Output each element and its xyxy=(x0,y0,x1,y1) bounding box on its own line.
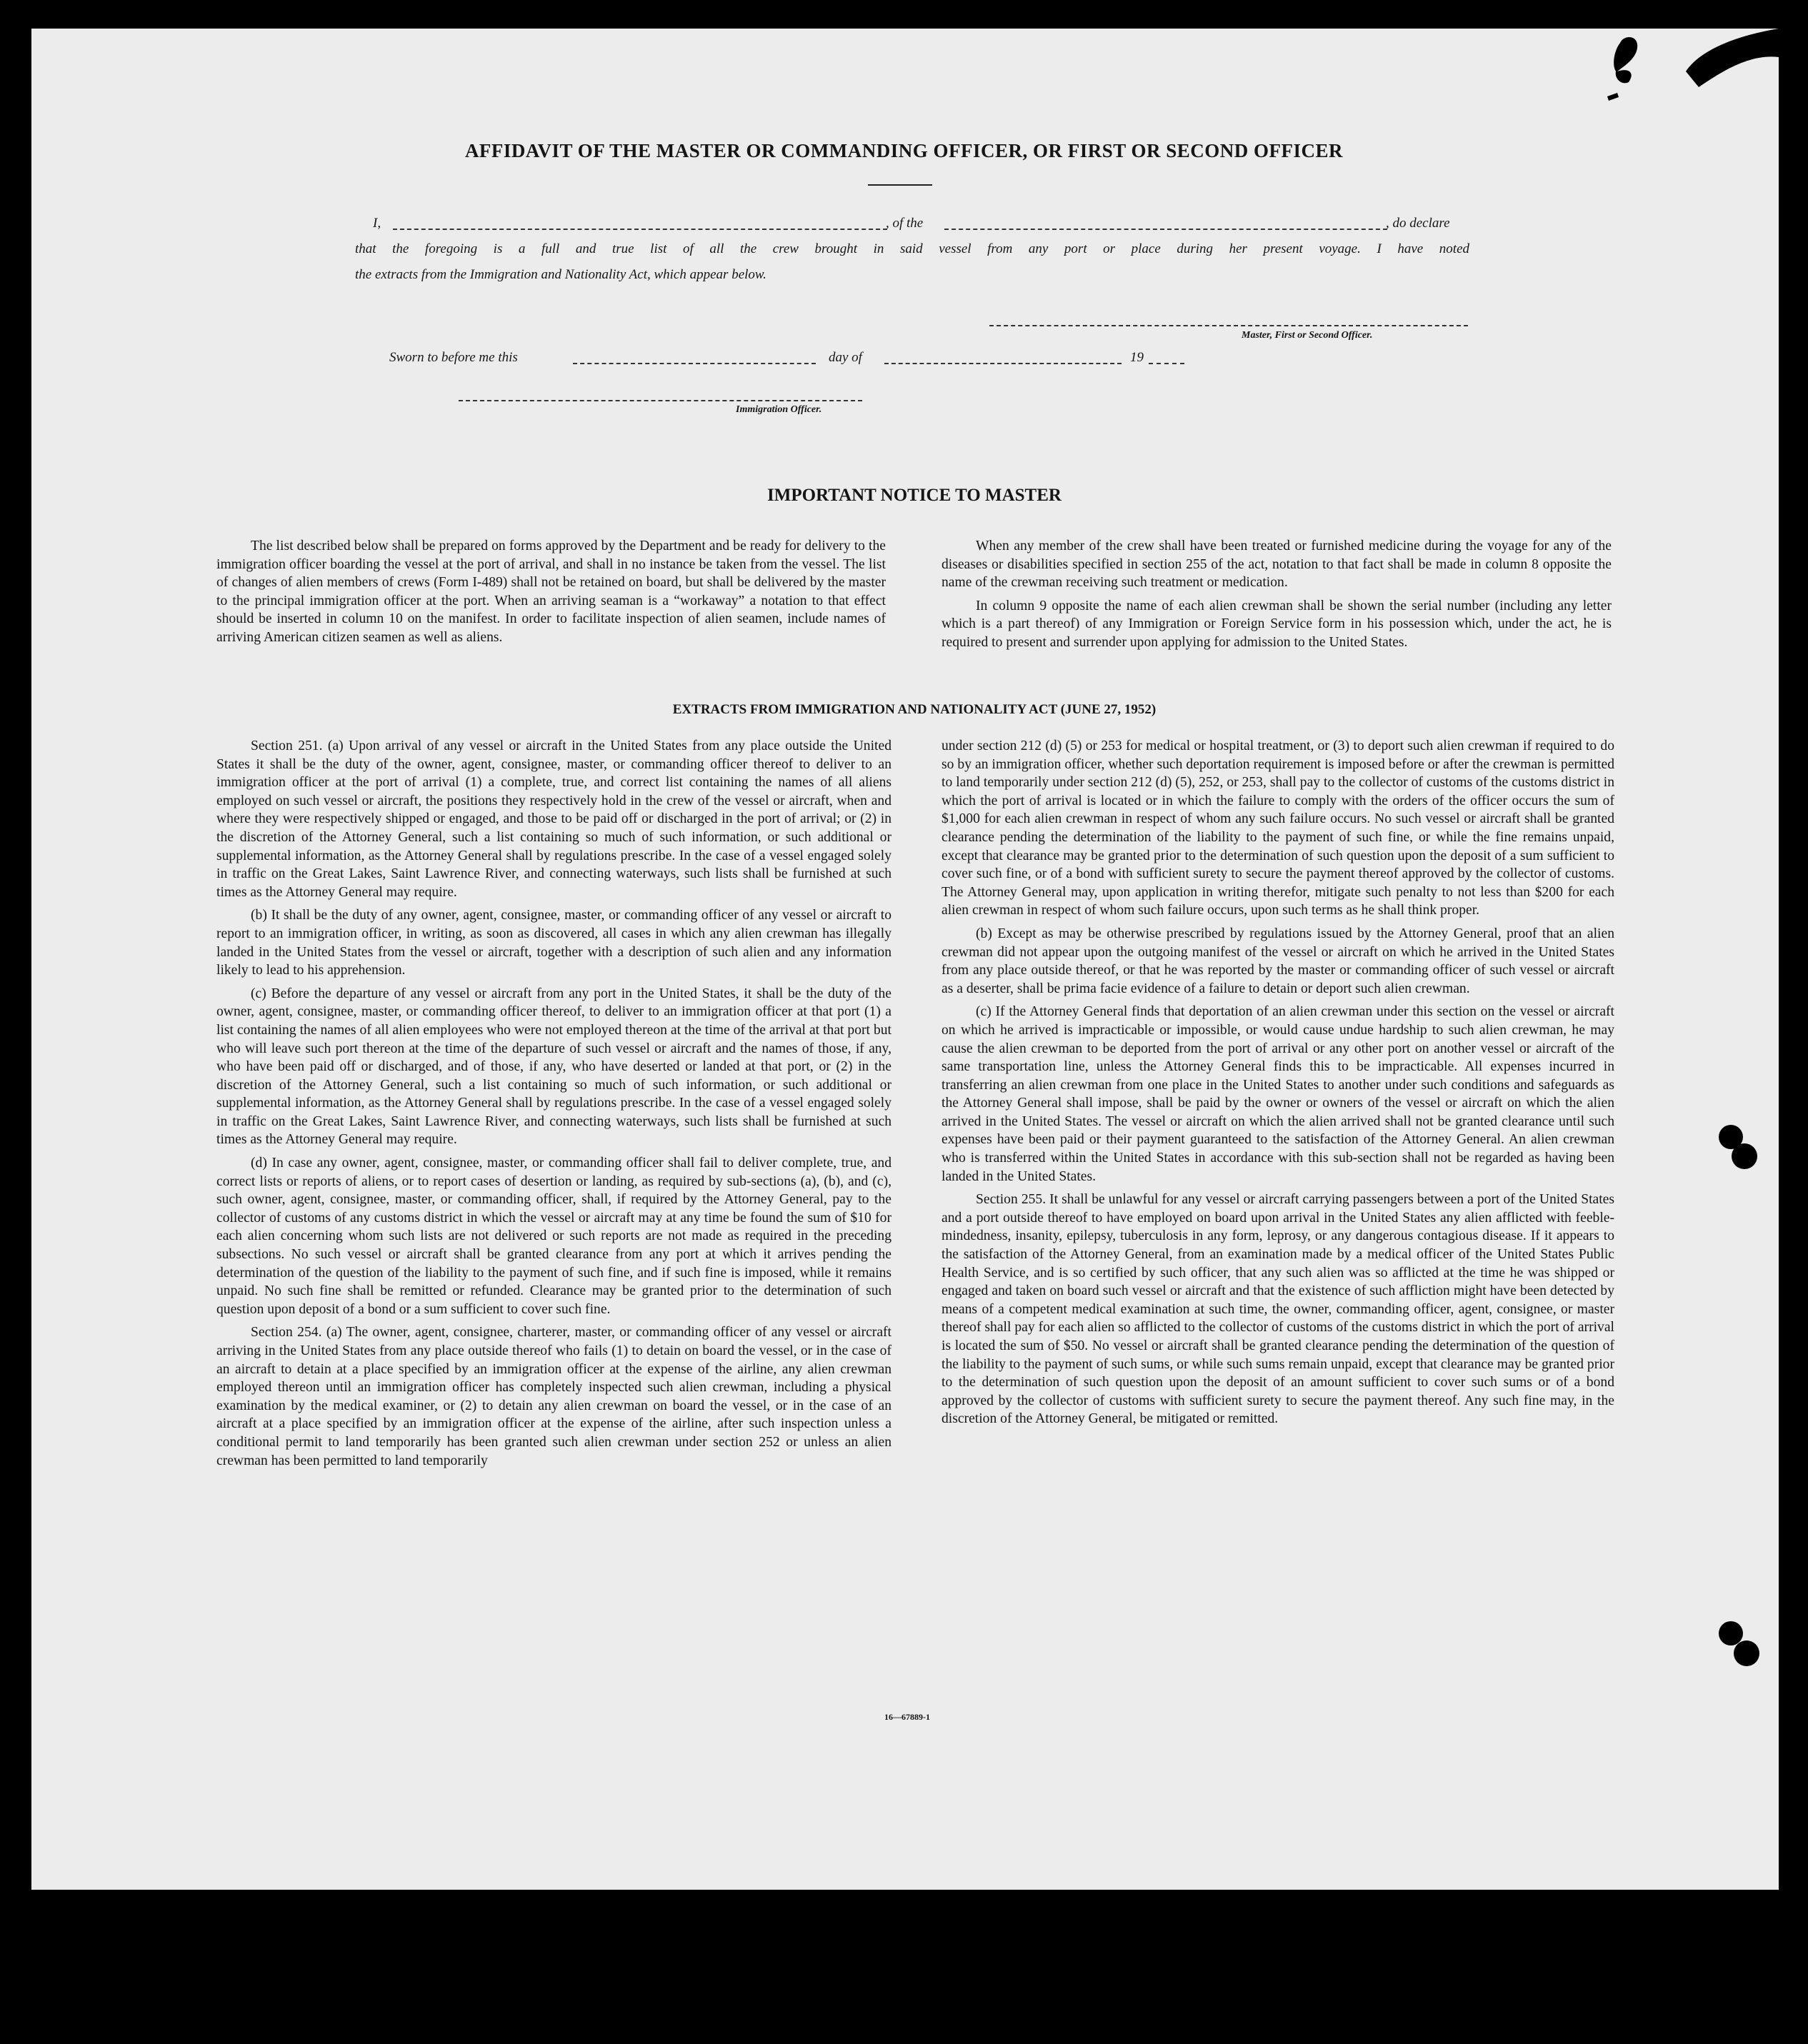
i-label: I, xyxy=(373,216,381,231)
master-signature-field[interactable] xyxy=(989,325,1468,326)
do-declare-label: , do declare xyxy=(1386,216,1450,231)
sworn-label: Sworn to before me this xyxy=(389,350,518,365)
extracts-title: EXTRACTS FROM IMMIGRATION AND NATIONALITY ACT (JUNE 27, 1952) xyxy=(672,702,1157,717)
section-251-b: (b) It shall be the duty of any owner, agent, consignee, master, or commanding officer of any vessel or aircraft to report to an immigration officer, in writing, as soon as discovered, all cases in which any alien crewman has illegally landed in the United States from the vessel or aircraft, together with a description of such alien and any information likely to lead to his apprehension. xyxy=(216,908,891,978)
vessel-name-field[interactable] xyxy=(944,229,1387,230)
day-of-label: day of xyxy=(829,350,862,365)
notice-right-paragraph-1: When any member of the crew shall have been treated or furnished medicine during the voyage for any of the diseases or disabilities specified in section 255 of the act, notation to that fact shall be made in column 8 opposite the name of the crewman receiving such treatment or medication. xyxy=(942,538,1612,591)
form-code: 16—67889-1 xyxy=(884,1712,930,1722)
section-251-d: (d) In case any owner, agent, consignee, master, or commanding officer shall fail to deliver complete, true, and correct lists or reports of aliens, or to report cases of desertion or landing, as required by sub-sections (a), (b), and (c), such owner, agent, consignee, master, or commanding officer, shall, if required by the Attorney General, pay to the collector of customs of any customs district in which the vessel or aircraft may at any time be found the sum of $10 for each alien concerning whom such lists are not delivered or such reports are not made as required in the preceding subsections. No such vessel or aircraft shall be granted clearance from any port at which it arrives pending the determination of the question of the liability to the payment of such fine, and if such fine is imposed, while it remains unpaid. No such fine shall be remitted or refunded. Clearance may be granted prior to the determination of such question upon deposit of a bond or a sum sufficient to cover such fine. xyxy=(216,1156,891,1317)
title-rule xyxy=(868,184,932,186)
extracts-right-column xyxy=(942,737,1614,1433)
declaration-line-1: that the foregoing is a full and true list of all the crew brought in said vessel from any port or place during her present voyage. I have noted xyxy=(355,241,1469,256)
declarant-name-field[interactable] xyxy=(393,229,887,230)
section-254-c: (c) If the Attorney General finds that deportation of an alien crewman under this section on the vessel or aircraft on which he arrived is impracticable or impossible, or would cause undue hardship to such alien crewman, he may cause the alien crewman to be deported from the port of arrival or any other port on another vessel or aircraft of the same transportation line, unless the Attorney General finds this to be impracticable. All expenses incurred in transferring an alien crewman from one place in the United States to another under such conditions and safeguards as the Attorney General shall impose, shall be paid by the owner or owners of the vessel or aircraft on which the alien arrived in the United States. The vessel or aircraft on which the alien arrived shall not be granted clearance until such expenses have been paid or their payment guaranteed to the satisfaction of the Attorney General. An alien crewman who is transferred within the United States in accordance with this sub-section shall not be regarded as having been landed in the United States. xyxy=(942,1004,1614,1184)
section-251-a: Section 251. (a) Upon arrival of any vessel or aircraft in the United States from any place outside the United States it shall be the duty of the owner, agent, consignee, master, or commanding officer thereof to deliver to an immigration officer at the port of arrival (1) a complete, true, and correct list containing the names of all aliens employed on such vessel or aircraft, the positions they respectively hold in the crew of the vessel or aircraft, when and where they were respectively shipped or engaged, and those to be paid off or discharged in the port of arrival; or (2) in the discretion of the Attorney General, such a list containing so much of such information, or such additional or supplemental information, as the Attorney General shall by regulations prescribe. In the case of a vessel engaged solely in traffic on the Great Lakes, Saint Lawrence River, and connecting waterways, such lists shall be furnished at such times as the Attorney General may require. xyxy=(216,738,891,900)
section-254-b: (b) Except as may be otherwise prescribed by regulations issued by the Attorney General, proof that an alien crewman did not appear upon the outgoing manifest of the vessel or aircraft on which he arrived in the United States from any place outside thereof, or that he was reported by the master or commanding officer of such vessel or aircraft as a deserter, shall be prima facie evidence of a failure to detain or deport such alien crewman. xyxy=(942,926,1614,996)
punch-hole xyxy=(1732,1143,1757,1169)
sworn-year-field[interactable] xyxy=(1149,363,1184,364)
of-the-label: , of the xyxy=(886,216,924,231)
declaration-line-2: the extracts from the Immigration and Nationality Act, which appear below. xyxy=(355,267,766,282)
section-254-a-continued: under section 212 (d) (5) or 253 for medical or hospital treatment, or (3) to deport such alien crewman if required to do so by an immigration officer, whether such deportation requirement is imposed before or after the crewman is permitted to land temporarily under section 212 (d) (5), 252, or 253, shall pay to the collector of customs of the customs district in which the port of arrival is located or in which the failure to comply with the orders of the officer occurs the sum of $1,000 for each alien crewman in respect of whom any such failure occurs. No such vessel or aircraft shall be granted clearance pending the determination of the liability to the payment of such fine, or while the fine remains unpaid, except that clearance may be granted prior to the determination of such question upon the deposit of a sum sufficient to cover such fine, or of a bond with sufficient surety to secure the payment thereof approved by the collector of customs. The Attorney General may, upon application in writing therefor, mitigate such penalty to not less than $200 for each alien crewman in respect of whom such failure occurs, upon such terms as he shall think proper. xyxy=(942,738,1614,918)
section-255: Section 255. It shall be unlawful for any vessel or aircraft carrying passengers between a port of the United States and a port outside thereof to have employed on board upon arrival in the United States any alien afflicted with feeble-mindedness, insanity, epilepsy, tuberculosis in any form, leprosy, or any dangerous contagious disease. If it appears to the satisfaction of the Attorney General, from an examination made by a medical officer of the United States Public Health Service, and is so certified by such officer, that any such alien was so afflicted at the time he was shipped or engaged and taken on board such vessel or aircraft and that the existence of such affliction might have been detected by means of a competent medical examination at such time, the owner, commanding officer, agent, consignee, or master thereof shall pay for each alien so afflicted to the collector of customs of the customs district in which the port of arrival is located the sum of $50. No vessel or aircraft shall be granted clearance pending the determination of the question of the liability to the payment of such sums, or while such sums remain unpaid, except that clearance may be granted prior to the determination of such question upon the deposit of an amount sufficient to cover such sums or of a bond approved by the collector of customs with sufficient surety to secure the payment thereof. Any such fine may, in the discretion of the Attorney General, be mitigated or remitted. xyxy=(942,1192,1614,1427)
sworn-month-field[interactable] xyxy=(884,363,1122,364)
immigration-officer-label: Immigration Officer. xyxy=(736,404,822,415)
affidavit-title: AFFIDAVIT OF THE MASTER OR COMMANDING OFFICER, OR FIRST OR SECOND OFFICER xyxy=(464,140,1344,161)
master-signature-label: Master, First or Second Officer. xyxy=(1242,330,1373,341)
section-254-a: Section 254. (a) The owner, agent, consignee, charterer, master, or commanding officer of any vessel or aircraft arriving in the United States from any place outside thereof who fails (1) to detain on board the vessel, or in the case of an aircraft to detain at a place specified by an immigration officer at the expense of the airline, any alien crewman employed thereon until an immigration officer has completely inspected such alien crewman, including a physical examination by the medical examiner, or (2) to detain any alien crewman on board the vessel, or in the case of an aircraft at a place specified by an immigration officer at the expense of the airline, after such inspection unless a conditional permit to land temporarily has been granted such alien crewman under section 252 or unless an alien crewman has been permitted to land temporarily xyxy=(216,1325,891,1468)
section-251-c: (c) Before the departure of any vessel or aircraft from any port in the United States, it shall be the duty of the owner, agent, consignee, master, or commanding officer thereof, to deliver to an immigration officer at that port (1) a list containing the names of all alien employees who were not employed thereon at the time of the arrival at that port but who will leave such port thereon at the time of the departure of such vessel or aircraft and the names of those, if any, who have been paid off or discharged, and of those, if any, who have deserted or landed at that port, or (2) in the discretion of the Attorney General, such a list containing so much of such information, or such additional or supplemental information, as the Attorney General shall by regulations prescribe. In the case of a vessel engaged solely in traffic on the Great Lakes, Saint Lawrence River, and connecting waterways, such lists shall be furnished at such times as the Attorney General may require. xyxy=(216,986,891,1148)
extracts-left-column xyxy=(216,737,891,1475)
year-prefix-label: 19 xyxy=(1130,350,1144,365)
corner-scan-mark xyxy=(1607,29,1779,107)
notice-left-column xyxy=(216,537,886,652)
punch-hole xyxy=(1734,1640,1759,1666)
notice-left-paragraph: The list described below shall be prepared on forms approved by the Department and be ready for delivery to the immigration officer boarding the vessel at the port of arrival, and shall in no instance be taken from the vessel. The list of changes of alien members of crews (Form I-489) shall not be retained on board, but shall be delivered by the master to the principal immigration officer at the port. When an arriving seaman is a “workaway” a notation to that effect should be inserted in column 10 on the manifest. In order to facilitate inspection of alien seamen, include names of arriving American citizen seamen as well as aliens. xyxy=(216,538,886,645)
notice-right-column xyxy=(942,537,1612,657)
sworn-day-field[interactable] xyxy=(573,363,816,364)
notice-right-paragraph-2: In column 9 opposite the name of each alien crewman shall be shown the serial number (including any letter which is a part thereof) of any Immigration or Foreign Service form in his possession which, under the act, he is required to present and surrender upon applying for admission to the United States. xyxy=(942,598,1612,650)
immigration-officer-signature-field[interactable] xyxy=(459,400,862,401)
notice-title: IMPORTANT NOTICE TO MASTER xyxy=(767,486,1062,505)
